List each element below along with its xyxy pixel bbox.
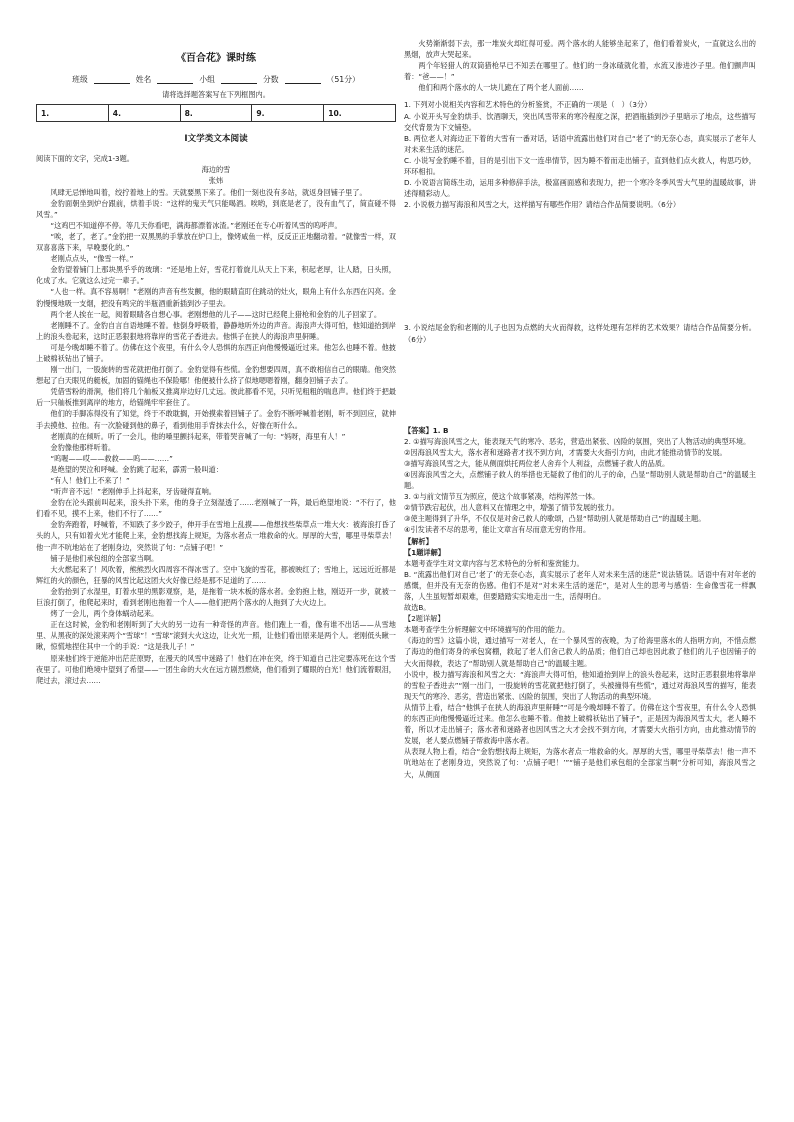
answer-item: ④因海浪风雪之大，点燃铺子救人的举措也无疑救了他们的儿子的命，凸显“帮助别人就是帮助自己”的温暖主题。 [404, 469, 756, 491]
analysis-paragraph: 故选B。 [404, 603, 431, 613]
story-paragraph: 两个老人挨在一起，阅着眼睛各自想心事。老刚想他的儿子——这时已经爬上猎枪和金豹的儿子回家了。 [50, 309, 382, 319]
answer-list [404, 436, 756, 536]
story-paragraph: 火势渐渐弱下去，那一堆炭火却红得可爱。两个落水的人能够坐起来了，他们看着炭火，一直就这么出的黑烟，放声大哭起来。 [404, 39, 756, 60]
answer-item: ③描写海浪风雪之大，能从侧面烘托两位老人舍弃个人利益，点燃铺子救人的品质。 [404, 458, 670, 468]
analysis-paragraph: B. “流露出他们对自己‘老了’的无奈心态，真实展示了老年人对未来生活的迷茫”说法错误。话语中有对年老的感慨，但并没有无奈的伤感。他们不是对“对未来生活的迷茫”，是对人生的思考与感悟：生命像雪花一样飘落，人生虽短暂却艰难，但要踏踏实实地走出一生，活得明白。 [404, 569, 756, 601]
question-2: 2. 小说极力描写海浪和风雪之大，这样描写有哪些作用？请结合作品简要说明。（6分） [404, 200, 681, 210]
right-column [404, 38, 756, 780]
name-blank[interactable] [157, 74, 193, 84]
answer-box[interactable]: 8. [180, 105, 252, 122]
option-c: C. 小说写金豹睡不着，目的是引出下文一连串情节，因为睡不着而走出铺子，直到他们点火救人，构思巧妙，环环相扣。 [404, 155, 756, 177]
story-body [36, 187, 396, 686]
answer-item: ②情节跌宕起伏，出人意料又在情理之中，增强了情节发展的张力。 [404, 503, 619, 513]
analysis-label: 【解析】 [404, 536, 433, 546]
story-paragraph: “呜喔——哎——救救——呜——……” [50, 453, 173, 463]
analysis-paragraph: 【2题详解】 [404, 614, 445, 624]
answer-box[interactable]: 4. [108, 105, 180, 122]
answer-label: 【答案】1. B [404, 425, 449, 435]
story-paragraph: 正在这时候，金豹和老刚听到了大火的另一边有一种奇怪的声音。他们跑上一看，像有谁不出话——从雪地里、从黑夜的深处滚来两个“雪球”！“雪球”滚到大火这边，让火光一照，让他们看出原来是两个人。老刚低头瞅一瞅，惊慌地捏住其中一个的手说：“这是我儿子！” [36, 620, 396, 652]
analysis-paragraph: 小说中，极力描写海浪和风雪之大：“海浪声大得可怕，他知道抬到岸上的浪头卷起来，这时正恶狠狠地将靠岸的雪粒子香进去”“刚一出门，一股旋转的雪花就把他打倒了，头被撞得有些慌”，通过对海浪风雪的描写，能表现天气的寒冷、恶劣，营造出紧张、凶险的氛围，突出了人物活动的典型环境。 [404, 669, 756, 701]
story-paragraph: 铺子是他们承包组的全部家当啊。 [50, 553, 159, 563]
option-b: B. 两位老人对海边正下着的大雪有一番对话，话语中流露出他们对自己“老了”的无奈心态，真实展示了老年人对未来生活的迷茫。 [404, 133, 756, 154]
story-paragraph: 两个年轻猎人的双筒猎枪早已不知丢在哪里了。他们的一身冰碴就化着，水流又渗进沙子里。他们颤声叫着：“爸——！” [404, 61, 756, 82]
story-title: 海边的雪 [201, 165, 231, 175]
answer-space-3[interactable] [404, 345, 756, 425]
question-3: 3. 小说结尾金豹和老刚的儿子也因为点燃的大火而得救，这样处理有怎样的艺术效果？请结合作品简要分析。（6分） [404, 323, 756, 344]
story-paragraph: 金豹望着铺门上那块黑乎乎的玻璃：“还是地上好，雪花打着旋儿从天上下来，积起老厚，让人踏，日头照，化成了水。它就这么过完一辈子。” [36, 265, 396, 286]
answer-instruction: 请将选择题答案写在下列框图内。 [162, 90, 270, 100]
group-blank[interactable] [221, 74, 257, 84]
story-paragraph: 金豹像他那样听着。 [50, 442, 116, 452]
story-paragraph: 金豹奔跑着，呼喊着，不知跌了多少跤子，伸开手在雪地上乱摸——他想找些柴草点一堆大火：被海浪打昏了头的人，只有如着火光才能爬上来，金豹想找海上规矩，为落水者点一堆救命的火。厚厚的大雪，哪里寻柴草去！他一声不吭地站在了老刚身边，突然说了句：“点铺子吧！” [36, 520, 396, 552]
section-heading: Ⅰ文学类文本阅读 [184, 134, 248, 145]
answer-item: ②因海浪风雪太大，落水者和迷路者才找不到方向，才需要大火指引方向，由此才能推动情节的发展。 [404, 447, 727, 457]
answer-box[interactable]: 1. [37, 105, 109, 122]
analysis-paragraph: 本题考查学生对文章内容与艺术特色的分析和鉴赏能力。 [404, 558, 584, 568]
story-paragraph: 凭借雪粉的滑涧，他们将几个舢板又推离岸边好几丈远。彼此都看不见，只听见粗粗的喘息声。他们终于把最后一只舢板推到离岸的地方，给锚绳牢牢套住了。 [36, 387, 396, 408]
story-paragraph: 金豹抬到了水湿里，盯着水里的黑影观察，是，是拖着一块木板的落水者。金豹抱上他，刚迈开一步，就被一巨浪打倒了，他爬起来时，看到老刚也拖着一个人——他们把两个落水的人拖到了大火边上。 [36, 586, 396, 608]
story-paragraph: 他们的手脚冻得没有了知觉，终于不敢耽搁，开始摸索着回铺子了。金豹不断呼喊着老刚，听不到回应，就伸手去摸他、拉他。有一次脸碰到他的鼻子，看到他用手背抹去什么，好像在听什么。 [36, 409, 396, 430]
story-paragraph: 老刚点点头，“像雪一样。” [50, 254, 134, 264]
story-paragraph: 金豹面朝坐到炉台跟前，烘着手说：“这样的鬼天气只能喝酒。唉哟，到底是老了，没有血气了，简直碰不得风雪。” [36, 198, 396, 219]
story-paragraph: 烤了一会儿，两个身体蜗动起来。 [50, 609, 159, 619]
analysis-paragraph: 《海边的雪》这篇小说，通过描写一对老人，在一个暴风雪的夜晚，为了给海里落水的人指明方向，不惜点燃了海边的他们寄身的承包窝棚，救起了老人们舍己救人的品质；他们自己却也因此救了他们的儿子也因铺子的大火而得救，表达了“帮助别人就是帮助自己”的温暖主题。 [404, 636, 756, 668]
question-1: 1. 下列对小说相关内容和艺术特色的分析鉴赏，不正确的一项是（ ）（3分） [404, 100, 652, 110]
answer-box[interactable]: 10. [324, 105, 396, 122]
story-ending [404, 38, 756, 93]
story-paragraph: “这鸡巴不知道停不停。等几天你看吧，满海都漂着冰渣。”老刚还在专心听着风雪的呜呼声。 [50, 220, 342, 230]
story-paragraph: 老刚真的在倾听。听了一会儿，他的嗓里颤抖起来，带着哭音喊了一句：“妈呀，海里有人！” [50, 431, 346, 441]
story-paragraph: 原来他们终于逆能冲出茫茫原野，在漫天的风雪中迷路了！他们在冲在突，终于知道自己注定要冻死在这个雪夜里了。可他们绝境中望到了希望——一团生命的大火在远方剧烈燃烧，他们看到了耀眼的白光！他们流着眼泪，爬过去，滚过去…… [36, 653, 396, 685]
page-title: 《百合花》课时练 [176, 53, 256, 64]
story-paragraph: 老刚睡不了。金豹自言自语地睡不着。他倒身呼吸着，静静地听外边的声音。海浪声大得可怕，他知道抬到岸上的浪头卷起来，这时正恶狠狠地将靠岸的雪花子香进去。他惧子在狭人的海浪声里鼾睡。 [36, 320, 396, 341]
total-score: （51分） [326, 75, 360, 84]
story-paragraph: 是绝望的哭泣和呼喊。金豹跳了起来，霹雳一般叫道： [50, 464, 223, 474]
class-blank[interactable] [94, 74, 130, 84]
analysis-paragraph: 从表现人物上看，结合“金豹想找海上规矩，为落水者点一堆救命的火。厚厚的大雪，哪里寻柴草去！他一声不吭地站在了老刚身边，突然说了句：‘点铺子吧！’”“铺子是他们承包组的全部家当啊”分析可知，海浪风雪之大，从侧面 [404, 747, 756, 779]
score-label: 分数 [262, 75, 279, 84]
story-paragraph: “唉，老了，老了。”金豹把一双黑黑的手掌放在炉口上，像烤咸鱼一样，反反正正地翻动着。“就像雪一样，双双喜喜落下来，早晚要化的。” [36, 231, 396, 253]
answer-space-2[interactable] [404, 210, 756, 322]
story-paragraph: “人也一样。真不容易啊！”老刚的声音有些发颤，他的眼睛直盯住跳动的灶火，眼角上有什么东西在闪亮。金豹慢慢地吸一支烟，把没有鸣完的半瓶酒重新插到沙子里去。 [36, 287, 396, 308]
student-info-row [36, 74, 396, 85]
class-label: 班级 [72, 75, 88, 84]
analysis-q1-label: 【1题详解】 [404, 547, 445, 557]
answer-item: 3. ①与前文情节互为照应，使这个故事紧凑，结构浑然一体。 [404, 492, 600, 502]
answer-item: ④引发读者不尽的思考，能让文章言有尽而意无穷的作用。 [404, 525, 591, 535]
story-paragraph: “有人！他们上不来了！” [50, 476, 130, 485]
analysis-paragraph: 本题考查学生分析理解文中环境描写的作用的能力。 [404, 625, 570, 635]
answer-box[interactable]: 9. [252, 105, 324, 122]
analysis-paragraph: 从情节上看，结合“他惧子在狭人的海浪声里鼾睡”“可是今晚却睡不着了。仿佛在这个雪夜里，有什么令人恐惧的东西正向他慢慢逼近过来。他怎么也睡不着。他披上破棉袄钻出了铺子”，正是因为海浪风雪太大，老人睡不着，所以才走出铺子；落水者和迷路者也因风雪之大才会找不到方向，才需要大火指引方向，由此推动情节的发展，老人要点燃铺子帮救海中落水者。 [404, 702, 756, 746]
name-label: 姓名 [135, 75, 152, 84]
answer-item: 2. ①描写海浪风雪之大，能表现天气的寒冷、恶劣，营造出紧张、凶险的氛围，突出了人物活动的典型环境。 [404, 436, 751, 446]
group-label: 小组 [199, 75, 215, 84]
analysis-body [404, 558, 756, 780]
answer-table [36, 104, 396, 122]
option-d: D. 小说语言简练生动，运用多种修辞手法，极富画面感和表现力，把一个寒冷冬季风雪大气里的温暖故事，讲述得精彩动人。 [404, 178, 756, 199]
answer-item: ③使主题得到了升华，不仅仅是对舍己救人的歌颂，凸显“帮助别人就是帮助自己”的温暖主题。 [404, 514, 706, 524]
story-paragraph: 金豹在沦头跟前叫起来，浪头扑下来，他的身子立刻湿透了……老刚喊了一阵，最后绝望地说：“不行了，他们看不见，摸不上来，他们不行了……” [36, 498, 396, 519]
left-column [36, 40, 396, 686]
story-paragraph: 刚一出门，一股旋转的雪花就把他打倒了。金豹觉得有些慌。金豹想要四周，真不敢相信自己的眼睛。他突然想起了白天眼见的艇板，加固的锚绳也不保险哪！他便被什么挤了似地嗯嗯着刚，翻身回铺子去了。 [36, 365, 396, 386]
story-author: 张炜 [208, 176, 224, 186]
story-paragraph: “听声音不远！”老刚伸手上抖起来，牙齿碰得直响。 [50, 487, 216, 497]
read-prompt: 阅读下面的文字，完成1-3题。 [36, 154, 134, 164]
story-paragraph: 风肆无忌惮地叫着，绞拧着地上的雪。天就要黑下来了。他们一刻也没有多站，就返身回铺子里了。 [50, 187, 367, 197]
story-paragraph: 大火燃起来了！风吹着，熊熊烈火四周容不得冰雪了。空中飞旋的雪花，都被映红了；雪地上，远远近近都是辉红的火的颜色，狂暴的风雪比起这团大火好像已经是那不足道的了…… [36, 564, 396, 585]
score-blank[interactable] [285, 74, 321, 84]
option-a: A. 小说开头写金豹烘手、饮酒聊天，突出风雪带来的寒冷程度之深，把酒瓶插到沙子里暗示了地点，这些描写交代背景为下文铺垫。 [404, 111, 756, 132]
story-paragraph: 可是今晚却睡不着了。仿佛在这个夜里，有什么令人恐惧的东西正向他慢慢逼近过来。他怎么也睡不着。他披上破棉袄钻出了铺子。 [36, 342, 396, 363]
story-paragraph: 他们和两个落水的人一块儿跪在了两个老人面前…… [418, 83, 584, 93]
